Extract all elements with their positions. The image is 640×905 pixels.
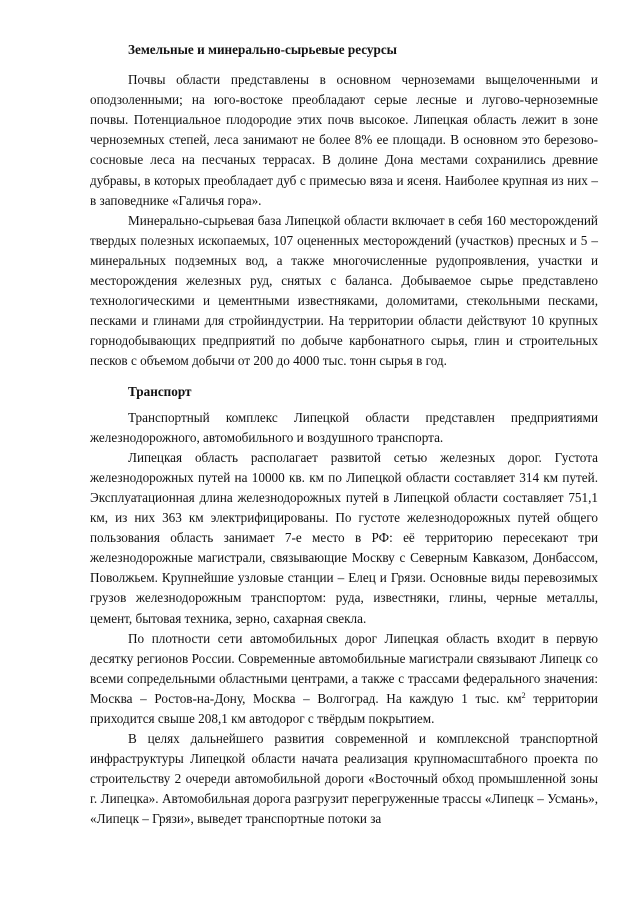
section-heading-transport: Транспорт [128,383,192,399]
paragraph-roads [90,629,598,729]
paragraph-soils: Почвы области представлены в основном черноземами выщелоченными и оподзоленными; на юго-востоке преобладают серые лесные и лугово-черноземные почвы. Потенциальное плодородие этих почв высокое. Липецкая область лежит в зоне черноземных степей, леса занимают не более 8% ее площади. В основном это березово-сосновые леса на песчаных террасах. В долине Дона местами сохранились древние дубравы, в которых преобладает дуб с примесью вяза и ясеня. Наиболее крупная из них – в заповеднике «Галичья гора». [90,72,598,208]
paragraph-eastern-bypass: В целях дальнейшего развития современной и комплексной транспортной инфраструктуры Липецкой области начата реализация крупномасштабного проекта по строительству 2 очереди автомобильной дороги «Восточный обход промышленной зоны г. Липецка». Автомобильная дорога разгрузит перегруженные трассы «Липецк – Усмань», «Липецк – Грязи», выведет транспортные потоки за [90,731,598,827]
paragraph-transport-complex: Транспортный комплекс Липецкой области представлен предприятиями железнодорожного, автомобильного и воздушного транспорта. [90,409,598,445]
paragraph-mineral-base: Минерально-сырьевая база Липецкой области включает в себя 160 месторождений твердых полезных ископаемых, 107 оцененных месторождений (участков) пресных и 5 – минеральных подземных вод, а также многочисленные рудопроявления, участки и месторождения железных руд, снятых с баланса. Добываемое сырье представлено технологическими и цементными известняками, доломитами, стекольными песками, песками и глинами для стройиндустрии. На территории области действуют 10 крупных горнодобывающих предприятий по добыче карбонатного сырья, глин и строительных песков с объемом добычи от 200 до 4000 тыс. тонн сырья в год. [90,212,598,369]
section-heading-land-resources: Земельные и минерально-сырьевые ресурсы [128,42,397,57]
roads-text-after: территории приходится свыше 208,1 км автодорог с твёрдым покрытием. [90,690,598,726]
paragraph-railways: Липецкая область располагает развитой сетью железных дорог. Густота железнодорожных путей на 10000 кв. км по Липецкой области составляет 314 км путей. Эксплуатационная длина железнодорожных путей в Липецкой области составляет 751,1 км, из них 363 км электрифицированы. По густоте железнодорожных путей общего пользования область занимает 7-е место в РФ: её территорию пересекают три железнодорожные магистрали, связывающие Москву с Северным Кавказом, Донбассом, Поволжьем. Крупнейшие узловые станции – Елец и Грязи. Основные виды перевозимых грузов железнодорожным транспортом: руда, известняки, глины, черные металлы, цемент, бытовая техника, зерно, сахарная свекла. [90,449,598,626]
superscript-two: 2 [521,690,526,700]
roads-text-before: По плотности сети автомобильных дорог Липецкая область входит в первую десятку регионов России. Современные автомобильные магистрали связывают Липецк со всеми сопредельными областными центрами, а также с трассами федерального значения: Москва – Ростов-на-Дону, Москва – Волгоград. На каждую 1 тыс. км [90,630,598,706]
